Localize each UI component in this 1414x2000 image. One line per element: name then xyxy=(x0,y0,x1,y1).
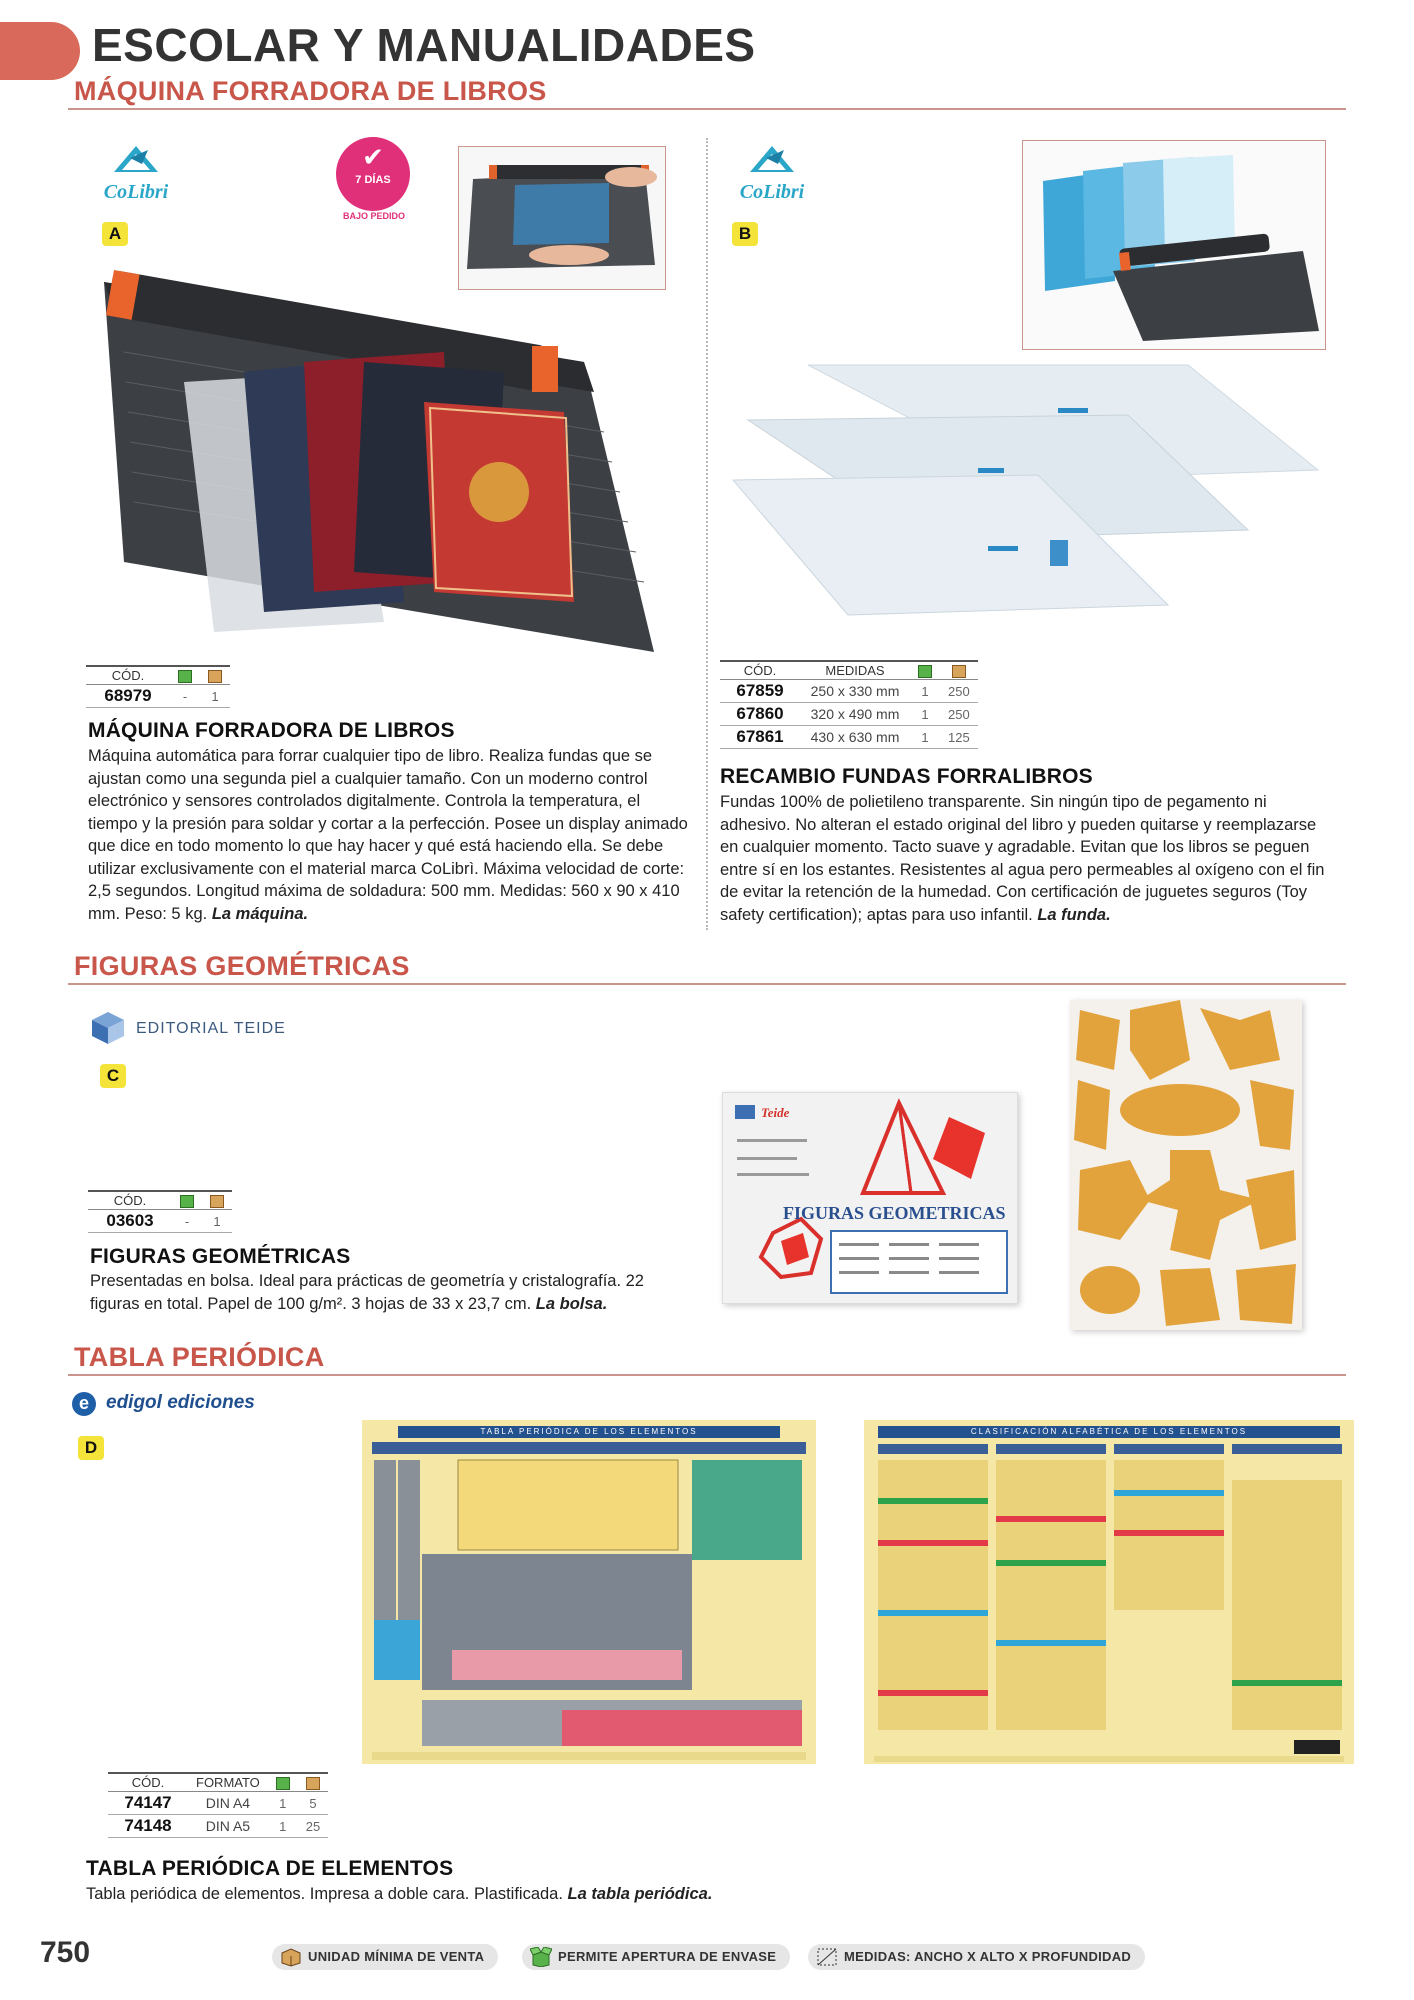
section-rule xyxy=(68,983,1346,985)
box-title: FIGURAS GEOMETRICAS xyxy=(783,1203,1006,1223)
table-row xyxy=(720,703,978,726)
product-table-c xyxy=(88,1190,232,1233)
product-desc-c xyxy=(90,1270,690,1315)
table-header-row xyxy=(108,1773,328,1792)
unit-value: 1 xyxy=(202,1210,232,1233)
product-title-a: MÁQUINA FORRADORA DE LIBROS xyxy=(88,719,455,742)
product-code: 68979 xyxy=(86,685,170,708)
section-title-forradora: MÁQUINA FORRADORA DE LIBROS xyxy=(74,76,547,106)
edigol-logo xyxy=(72,1390,292,1418)
col-unit xyxy=(202,1191,232,1210)
periodic-table-front-image xyxy=(362,1420,816,1764)
medidas-value: 320 x 490 mm xyxy=(800,703,910,726)
open-value: 1 xyxy=(268,1815,298,1838)
box-icon xyxy=(280,1947,302,1967)
product-desc-a xyxy=(88,745,690,925)
table-row xyxy=(88,1210,232,1233)
box-icon xyxy=(210,1195,224,1208)
product-table-b xyxy=(720,660,978,749)
unit-note: La bolsa. xyxy=(535,1294,608,1313)
product-code: 67861 xyxy=(720,726,800,749)
open-package-icon xyxy=(530,1947,552,1967)
desc-text: Fundas 100% de polietileno transparente. Sin ningún tipo de pegamento ni adhesivo. No alteran el estado original del libro y pueden quitarse y reemplazarse en cualquier momento. Tacto suave y agradable. Evitan que los libros se peguen entre sí en los estantes. Resistentes al agua pero permeables al oxígeno con el fin de evitar la retención de la humedad. Con certificación de juguetes seguros (Toy safety certification); aptas para uso infantil. xyxy=(720,793,1325,924)
product-title-c: FIGURAS GEOMÉTRICAS xyxy=(90,1245,351,1268)
table-row xyxy=(86,685,230,708)
product-title-b: RECAMBIO FUNDAS FORRALIBROS xyxy=(720,765,1093,788)
section-rule xyxy=(68,108,1346,110)
product-code: 74148 xyxy=(108,1815,188,1838)
col-cod: CÓD. xyxy=(86,666,170,685)
unit-note: La tabla periódica. xyxy=(567,1885,713,1903)
badge-subtitle: BAJO PEDIDO xyxy=(342,211,405,221)
table-row xyxy=(720,680,978,703)
teide-logo xyxy=(88,1010,328,1046)
desc-text: Tabla periódica de elementos. Impresa a doble cara. Plastificada. xyxy=(86,1885,563,1903)
open-value: 1 xyxy=(910,680,940,703)
open-value: 1 xyxy=(268,1792,298,1815)
open-value: - xyxy=(170,685,200,708)
product-desc-d xyxy=(86,1883,886,1906)
legend-open xyxy=(522,1944,790,1970)
col-cod: CÓD. xyxy=(88,1191,172,1210)
medidas-value: 250 x 330 mm xyxy=(800,680,910,703)
unit-value: 250 xyxy=(940,703,978,726)
table-header-row xyxy=(720,661,978,680)
desc-text: Presentadas en bolsa. Ideal para prácticas de geometría y cristalografía. 22 figuras en total. Papel de 100 g/m². 3 hojas de 33 x 23,7 cm. xyxy=(90,1272,644,1313)
box-icon xyxy=(952,665,966,678)
col-open xyxy=(170,666,200,685)
product-letter-c: C xyxy=(100,1064,126,1088)
col-unit xyxy=(940,661,978,680)
product-table-d xyxy=(108,1772,328,1838)
open-value: 1 xyxy=(910,703,940,726)
section-title-tabla: TABLA PERIÓDICA xyxy=(74,1342,325,1372)
col-formato: FORMATO xyxy=(188,1773,268,1792)
covers-pack-photo xyxy=(1022,140,1326,350)
column-divider xyxy=(706,138,708,930)
table-header-row xyxy=(88,1191,232,1210)
unit-value: 250 xyxy=(940,680,978,703)
plastic-covers-image xyxy=(728,360,1328,620)
section-rule xyxy=(68,1374,1346,1376)
col-cod: CÓD. xyxy=(720,661,800,680)
colibri-logo-text: CoLibri xyxy=(103,181,169,203)
col-medidas: MEDIDAS xyxy=(800,661,910,680)
colibri-logo-text-b: CoLibri xyxy=(739,181,805,203)
open-package-icon xyxy=(180,1195,194,1208)
unit-value: 1 xyxy=(200,685,230,708)
open-value: 1 xyxy=(910,726,940,749)
box-icon xyxy=(306,1777,320,1790)
unit-note: La funda. xyxy=(1037,905,1111,924)
badge-days: 7 DÍAS xyxy=(355,174,391,186)
product-letter-d: D xyxy=(78,1436,104,1460)
medidas-value: 430 x 630 mm xyxy=(800,726,910,749)
figuras-box-image xyxy=(722,1092,1018,1304)
formato-value: DIN A5 xyxy=(188,1815,268,1838)
col-unit xyxy=(298,1773,328,1792)
product-desc-b xyxy=(720,791,1336,926)
periodic-table-back-title: CLASIFICACIÓN ALFABÉTICA DE LOS ELEMENTOS xyxy=(878,1426,1340,1438)
legend-open-text: PERMITE APERTURA DE ENVASE xyxy=(558,1949,777,1964)
seven-days-badge xyxy=(336,137,410,211)
periodic-table-front-title: TABLA PERIÓDICA DE LOS ELEMENTOS xyxy=(398,1426,780,1438)
col-open xyxy=(172,1191,202,1210)
col-open xyxy=(910,661,940,680)
formato-value: DIN A4 xyxy=(188,1792,268,1815)
dimensions-icon xyxy=(816,1947,838,1967)
periodic-table-back-image xyxy=(864,1420,1354,1764)
product-letter-a: A xyxy=(102,222,128,246)
open-package-icon xyxy=(918,665,932,678)
legend-unit xyxy=(272,1944,498,1970)
open-value: - xyxy=(172,1210,202,1233)
legend-unit-text: UNIDAD MÍNIMA DE VENTA xyxy=(308,1949,485,1964)
table-row xyxy=(108,1815,328,1838)
edigol-logo-icon: e xyxy=(72,1392,96,1416)
open-package-icon xyxy=(178,670,192,683)
legend-dims-text: MEDIDAS: ANCHO X ALTO X PROFUNDIDAD xyxy=(844,1949,1132,1964)
book-covering-machine-image xyxy=(84,262,664,662)
col-open xyxy=(268,1773,298,1792)
col-cod: CÓD. xyxy=(108,1773,188,1792)
teide-logo-text: EDITORIAL TEIDE xyxy=(136,1020,286,1037)
box-brand: Teide xyxy=(761,1105,790,1120)
cut-shapes-sheet-image xyxy=(1070,1000,1302,1330)
colibri-logo-b xyxy=(728,138,816,210)
edigol-logo-text: edigol ediciones xyxy=(106,1392,255,1413)
box-icon xyxy=(208,670,222,683)
product-code: 74147 xyxy=(108,1792,188,1815)
colibri-logo xyxy=(92,138,180,210)
desc-text: Máquina automática para forrar cualquier tipo de libro. Realiza fundas que se ajustan como una segunda piel a cualquier tamaño. Con un moderno control electrónico y sensores controlados digitalmente. Controla la temperatura, el tiempo y la presión para soldar y cortar a la perfección. Posee un display animado que dice en todo momento lo que hay hacer y qué está haciendo ella. Se debe utilizar exclusivamente con el material marca CoLibrì. Máxima velocidad de corte: 2,5 segundos. Longitud máxima de soldadura: 500 mm. Medidas: 560 x 90 x 410 mm. Peso: 5 kg. xyxy=(88,747,688,923)
open-package-icon xyxy=(276,1777,290,1790)
table-header-row xyxy=(86,666,230,685)
product-code: 67860 xyxy=(720,703,800,726)
unit-note: La máquina. xyxy=(211,904,309,923)
product-code: 03603 xyxy=(88,1210,172,1233)
legend-dims xyxy=(808,1944,1145,1970)
table-row xyxy=(720,726,978,749)
table-row xyxy=(108,1792,328,1815)
unit-value: 125 xyxy=(940,726,978,749)
product-code: 67859 xyxy=(720,680,800,703)
unit-value: 5 xyxy=(298,1792,328,1815)
product-letter-b: B xyxy=(732,222,758,246)
page-number: 750 xyxy=(40,1936,91,1969)
unit-value: 25 xyxy=(298,1815,328,1838)
check-icon: ✔ xyxy=(362,142,384,172)
section-title-figuras: FIGURAS GEOMÉTRICAS xyxy=(74,951,410,981)
col-unit xyxy=(200,666,230,685)
product-title-d: TABLA PERIÓDICA DE ELEMENTOS xyxy=(86,1857,454,1880)
header-tab xyxy=(0,22,80,80)
page-title: ESCOLAR Y MANUALIDADES xyxy=(92,19,756,71)
product-table-a xyxy=(86,665,230,708)
